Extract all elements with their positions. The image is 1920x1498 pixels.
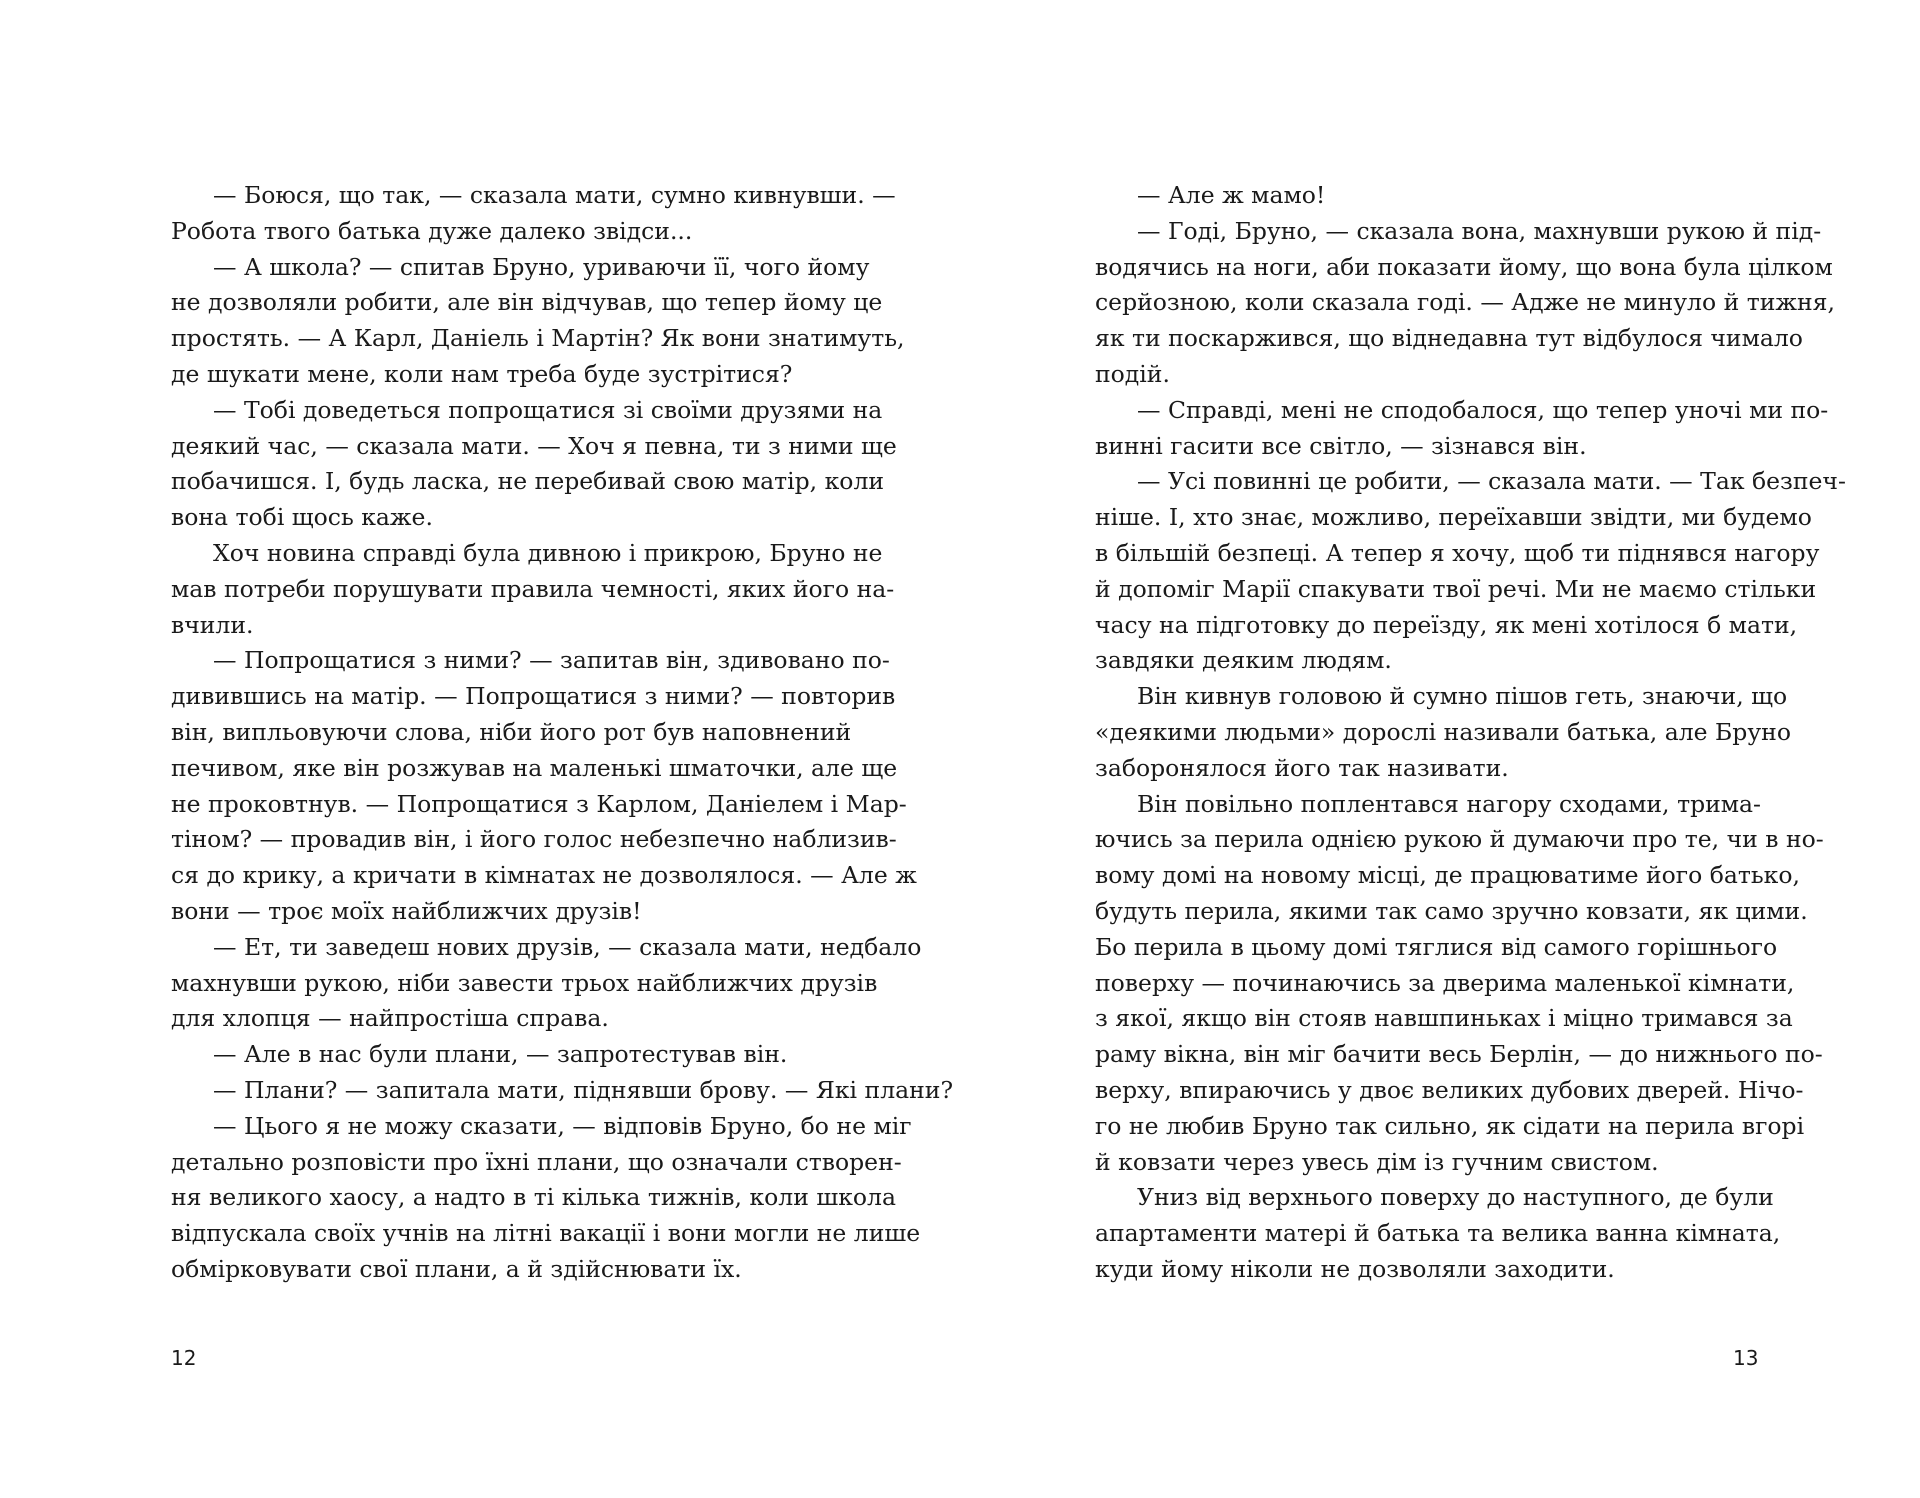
text-line: побачишся. І, будь ласка, не перебивай свою матір, коли <box>171 467 885 496</box>
text-line: винні гасити все світло, — зізнався він. <box>1095 431 1587 460</box>
text-line: — Але ж мамо! <box>1137 181 1326 209</box>
text-line: водячись на ноги, аби показати йому, що вона була цілком <box>1095 252 1833 281</box>
text-line: будуть перила, якими так само зручно ковзати, як цими. <box>1095 896 1808 925</box>
left-page-number: 12 <box>171 1346 197 1370</box>
text-line: — Попрощатися з ними? — запитав він, здивовано по- <box>213 646 890 675</box>
right-page-number: 13 <box>1733 1346 1759 1370</box>
text-line: ніше. І, хто знає, можливо, переїхавши звідти, ми будемо <box>1095 503 1812 532</box>
text-line: й ковзати через увесь дім із гучним свистом. <box>1095 1147 1659 1176</box>
text-line: — Ет, ти заведеш нових друзів, — сказала мати, недбало <box>213 932 922 961</box>
text-line: — Боюся, що так, — сказала мати, сумно кивнувши. — <box>213 181 896 209</box>
text-line: заборонялося його так називати. <box>1095 753 1509 782</box>
text-line: вони — троє моїх найближчих друзів! <box>171 896 642 925</box>
text-line: й допоміг Марії спакувати твої речі. Ми не маємо стільки <box>1095 574 1817 603</box>
text-line: Хоч новина справді була дивною і прикрою, Бруно не <box>213 538 883 567</box>
text-line: раму вікна, він міг бачити весь Берлін, — до нижнього по- <box>1095 1040 1823 1069</box>
text-line: — Цього я не можу сказати, — відповів Бруно, бо не міг <box>213 1111 912 1140</box>
text-line: не дозволяли робити, але він відчував, що тепер йому це <box>171 288 883 317</box>
text-line: Він кивнув головою й сумно пішов геть, знаючи, що <box>1137 682 1788 711</box>
text-line: детально розповісти про їхні плани, що означали створен- <box>171 1147 902 1176</box>
left-page-text <box>171 178 954 1288</box>
text-line: з якої, якщо він стояв навшпиньках і міцно тримався за <box>1095 1004 1793 1033</box>
text-line: Робота твого батька дуже далеко звідси... <box>171 216 693 245</box>
text-line: він, випльовуючи слова, ніби його рот був наповнений <box>171 717 852 746</box>
text-line: печивом, яке він розжував на маленькі шматочки, але ще <box>171 753 898 782</box>
text-line: ся до крику, а кричати в кімнатах не дозволялося. — Але ж <box>171 861 917 890</box>
text-line: відпускала своїх учнів на літні вакації і вони могли не лише <box>171 1219 921 1248</box>
text-line: верху, впираючись у двоє великих дубових дверей. Нічо- <box>1095 1075 1804 1104</box>
text-line: для хлопця — найпростіша справа. <box>171 1004 609 1033</box>
text-line: поверху — починаючись за дверима маленької кімнати, <box>1095 968 1795 997</box>
text-line: махнувши рукою, ніби завести трьох найближчих друзів <box>171 968 878 997</box>
text-line: обмірковувати свої плани, а й здійснювати їх. <box>171 1254 742 1283</box>
text-line: — Тобі доведеться попрощатися зі своїми друзями на <box>213 395 883 424</box>
text-line: Униз від верхнього поверху до наступного, де були <box>1137 1183 1774 1212</box>
text-line: вчили. <box>171 610 254 639</box>
text-line: завдяки деяким людям. <box>1095 646 1392 675</box>
text-line: не проковтнув. — Попрощатися з Карлом, Даніелем і Мар- <box>171 789 907 818</box>
right-page-text <box>1095 178 1846 1288</box>
text-line: куди йому ніколи не дозволяли заходити. <box>1095 1254 1615 1283</box>
text-line: Він повільно поплентався нагору сходами, трима- <box>1137 789 1761 818</box>
text-line: — Справді, мені не сподобалося, що тепер уночі ми по- <box>1137 395 1829 424</box>
text-line: — Плани? — запитала мати, піднявши брову. — Які плани? <box>213 1075 954 1104</box>
text-line: простять. — А Карл, Даніель і Мартін? Як вони знатимуть, <box>171 324 905 353</box>
text-line: серйозною, коли сказала годі. — Адже не минуло й тижня, <box>1095 288 1835 317</box>
text-line: — Годі, Бруно, — сказала вона, махнувши рукою й під- <box>1137 216 1822 245</box>
text-line: мав потреби порушувати правила чемності, яких його на- <box>171 574 895 603</box>
text-line: як ти поскаржився, що віднедавна тут відбулося чимало <box>1095 324 1803 353</box>
text-line: в більшій безпеці. А тепер я хочу, щоб ти піднявся нагору <box>1095 538 1820 567</box>
text-line: — А школа? — спитав Бруно, уриваючи її, чого йому <box>213 252 870 281</box>
text-line: тіном? — провадив він, і його голос небезпечно наблизив- <box>171 825 897 854</box>
text-line: вона тобі щось каже. <box>171 503 433 532</box>
text-line: ючись за перила однією рукою й думаючи про те, чи в но- <box>1095 825 1824 854</box>
text-line: подій. <box>1095 359 1170 388</box>
text-line: — Усі повинні це робити, — сказала мати. — Так безпеч- <box>1137 467 1846 496</box>
text-line: дивившись на матір. — Попрощатися з ними? — повторив <box>171 682 896 711</box>
text-line: ня великого хаосу, а надто в ті кілька тижнів, коли школа <box>171 1183 896 1212</box>
text-line: часу на підготовку до переїзду, як мені хотілося б мати, <box>1095 610 1798 639</box>
text-line: го не любив Бруно так сильно, як сідати на перила вгорі <box>1095 1111 1805 1140</box>
text-line: де шукати мене, коли нам треба буде зустрітися? <box>171 359 793 388</box>
right-page <box>960 0 1920 1498</box>
text-line: Бо перила в цьому домі тяглися від самого горішнього <box>1095 932 1778 961</box>
text-line: вому домі на новому місці, де працюватиме його батько, <box>1095 861 1800 890</box>
text-line: деякий час, — сказала мати. — Хоч я певна, ти з ними ще <box>171 431 897 460</box>
text-line: «деякими людьми» дорослі називали батька, але Бруно <box>1095 717 1791 746</box>
text-line: апартаменти матері й батька та велика ванна кімната, <box>1095 1219 1781 1248</box>
text-line: — Але в нас були плани, — запротестував він. <box>213 1040 788 1069</box>
